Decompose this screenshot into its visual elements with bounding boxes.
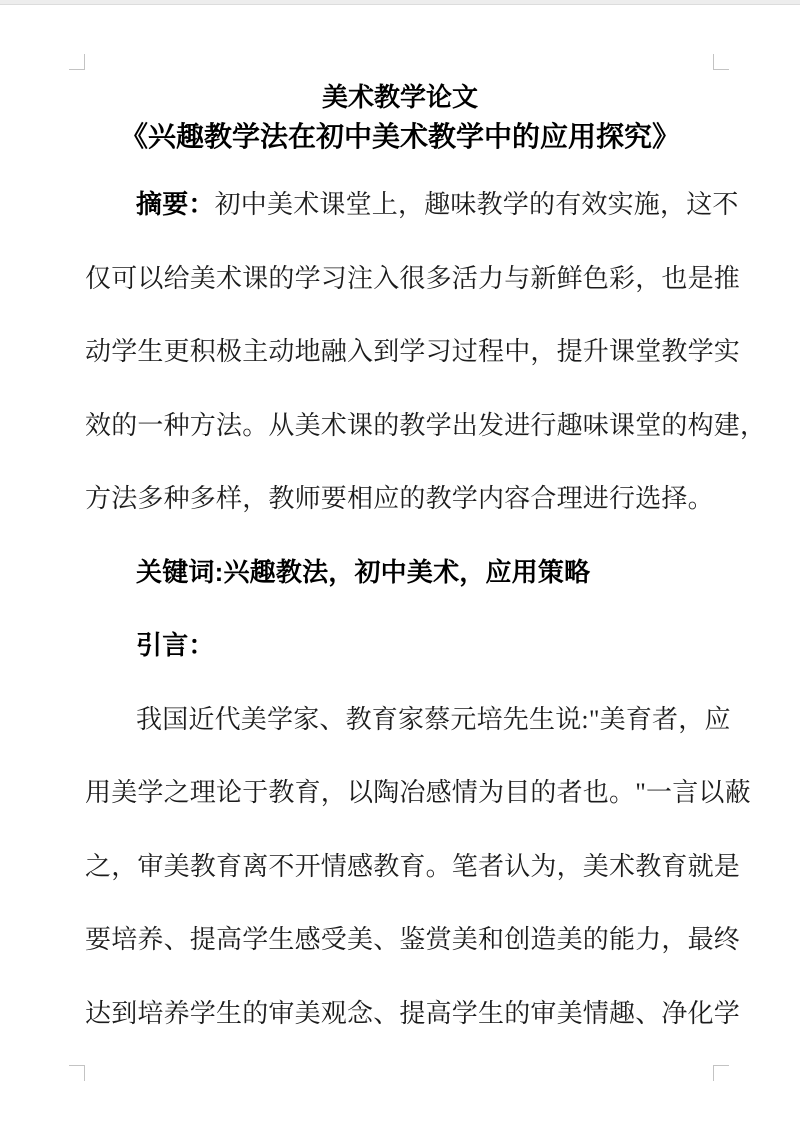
abstract-line-4: 效的一种方法。从美术课的教学出发进行趣味课堂的构建，: [85, 410, 767, 440]
introduction-line-1: [85, 683, 731, 757]
introduction-line-5: 达到培养学生的审美观念、提高学生的审美情趣、净化学: [85, 998, 741, 1028]
document-title: 美术教学论文: [321, 82, 478, 112]
margin-mark-bottom-right: [713, 1065, 729, 1081]
document-content: [85, 70, 767, 1050]
keywords-label: 关键词:: [136, 556, 224, 587]
introduction-line-4: 要培养、提高学生感受美、鉴赏美和创造美的能力，最终: [85, 925, 741, 954]
introduction-line-3: 之，审美教育离不开情感教育。笔者认为，美术教育就是: [85, 851, 741, 881]
keywords-text: 兴趣教法，初中美术，应用策略: [223, 556, 591, 587]
introduction-text-1: 我国近代美学家、教育家蔡元培先生说:"美育者，应: [136, 704, 731, 734]
viewer-top-edge: [0, 0, 800, 5]
keywords-line: [85, 536, 715, 610]
abstract-line-2: 仅可以给美术课的学习注入很多活力与新鲜色彩，也是推: [85, 263, 741, 293]
abstract-line-5: 方法多种多样，教师要相应的教学内容合理进行选择。: [85, 484, 714, 513]
margin-mark-top-left: [69, 54, 85, 70]
introduction-heading-line: [85, 609, 715, 683]
abstract-text-1: 初中美术课堂上，趣味教学的有效实施，这不: [214, 190, 739, 219]
abstract-label: 摘要：: [136, 189, 215, 219]
abstract-line-3: 动学生更积极主动地融入到学习过程中，提升课堂教学实: [85, 337, 741, 366]
document-subtitle: 《兴趣教学法在初中美术教学中的应用探究》: [119, 121, 680, 152]
margin-mark-top-right: [713, 54, 729, 70]
introduction-line-2: 用美学之理论于教育，以陶冶感情为目的者也。"一言以蔽: [85, 778, 751, 807]
introduction-heading: 引言：: [136, 630, 215, 660]
document-body: [85, 168, 767, 1050]
abstract-line-1: [85, 168, 739, 242]
margin-mark-bottom-left: [69, 1065, 85, 1081]
